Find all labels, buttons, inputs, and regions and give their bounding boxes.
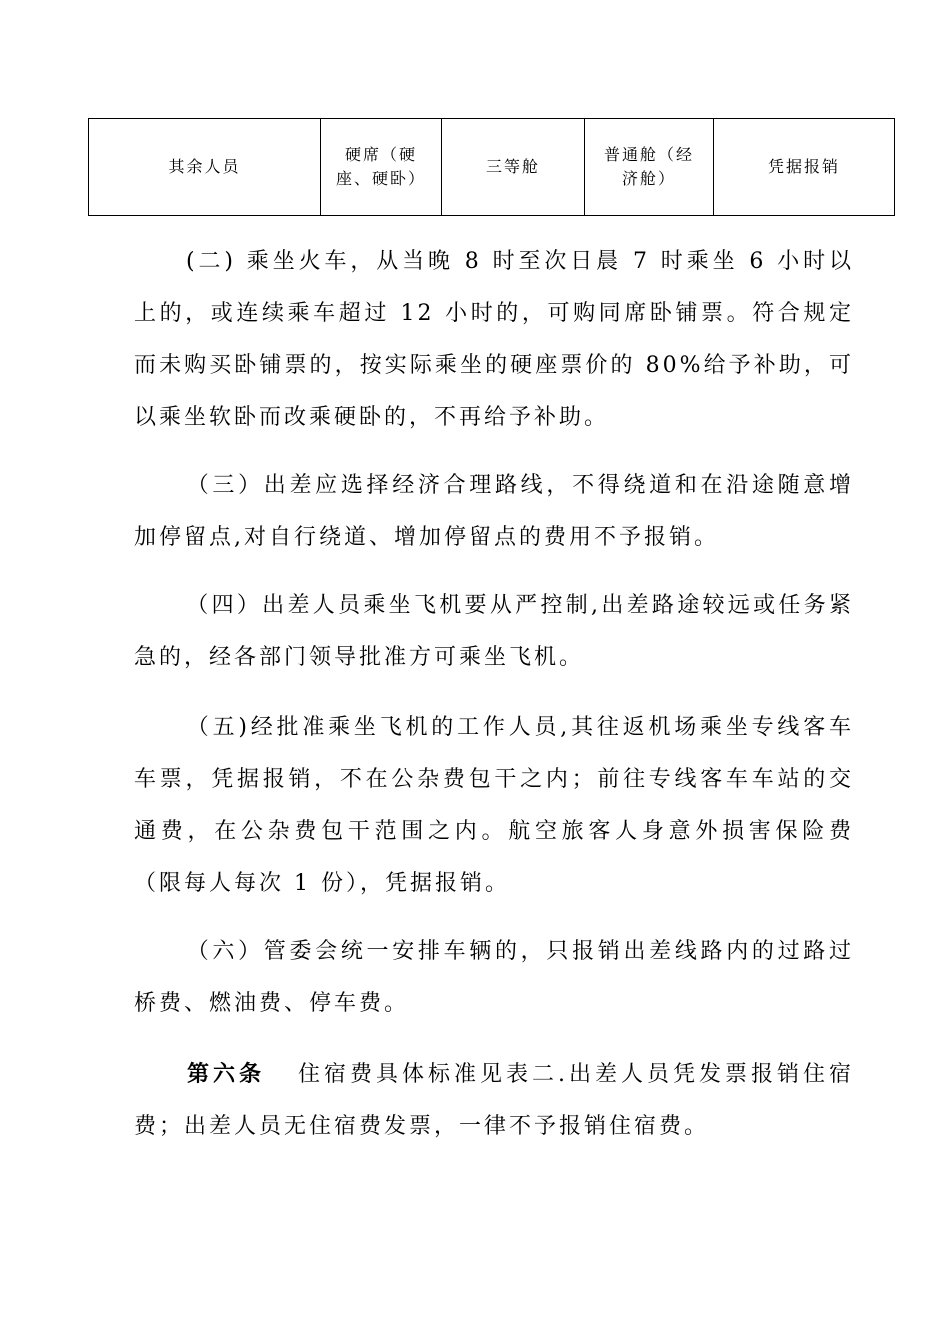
article-6-heading: 第六条 bbox=[186, 1061, 266, 1087]
article-6-text: 住宿费具体标准见表二.出差人员凭发票报销住宿费；出差人员无住宿费发票，一律不予报销住宿费。 bbox=[134, 1062, 854, 1139]
table-row bbox=[89, 119, 895, 216]
fare-table bbox=[88, 118, 894, 216]
table-cell-personnel: 其余人员 bbox=[89, 119, 321, 216]
paragraph-6: （六）管委会统一安排车辆的，只报销出差线路内的过路过桥费、燃油费、停车费。 bbox=[134, 939, 854, 1016]
paragraph-2: (二) 乘坐火车，从当晚 8 时至次日晨 7 时乘坐 6 小时以上的，或连续乘车超过 12 小时的，可购同席卧铺票。符合规定而未购买卧铺票的，按实际乘坐的硬座票价的 80%给予补助，可以乘坐软卧而改乘硬卧的，不再给予补助。 bbox=[134, 249, 854, 430]
article-6 bbox=[134, 1048, 854, 1153]
paragraph-4: （四）出差人员乘坐飞机要从严控制,出差路途较远或任务紧急的，经各部门领导批准方可乘坐飞机。 bbox=[134, 593, 854, 670]
table-cell-train-class: 硬席（硬座、硬卧） bbox=[321, 119, 442, 216]
table-cell-other: 凭据报销 bbox=[714, 119, 895, 216]
paragraph-3: （三）出差应选择经济合理路线，不得绕道和在沿途随意增加停留点,对自行绕道、增加停留点的费用不予报销。 bbox=[134, 473, 854, 550]
paragraph-5: （五)经批准乘坐飞机的工作人员,其往返机场乘坐专线客车车票，凭据报销，不在公杂费包干之内；前往专线客车车站的交通费，在公杂费包干范围之内。航空旅客人身意外损害保险费（限每人每次 1 份），凭据报销。 bbox=[134, 715, 854, 896]
table-cell-plane-class: 普通舱（经济舱） bbox=[585, 119, 714, 216]
table-cell-ship-class: 三等舱 bbox=[442, 119, 585, 216]
